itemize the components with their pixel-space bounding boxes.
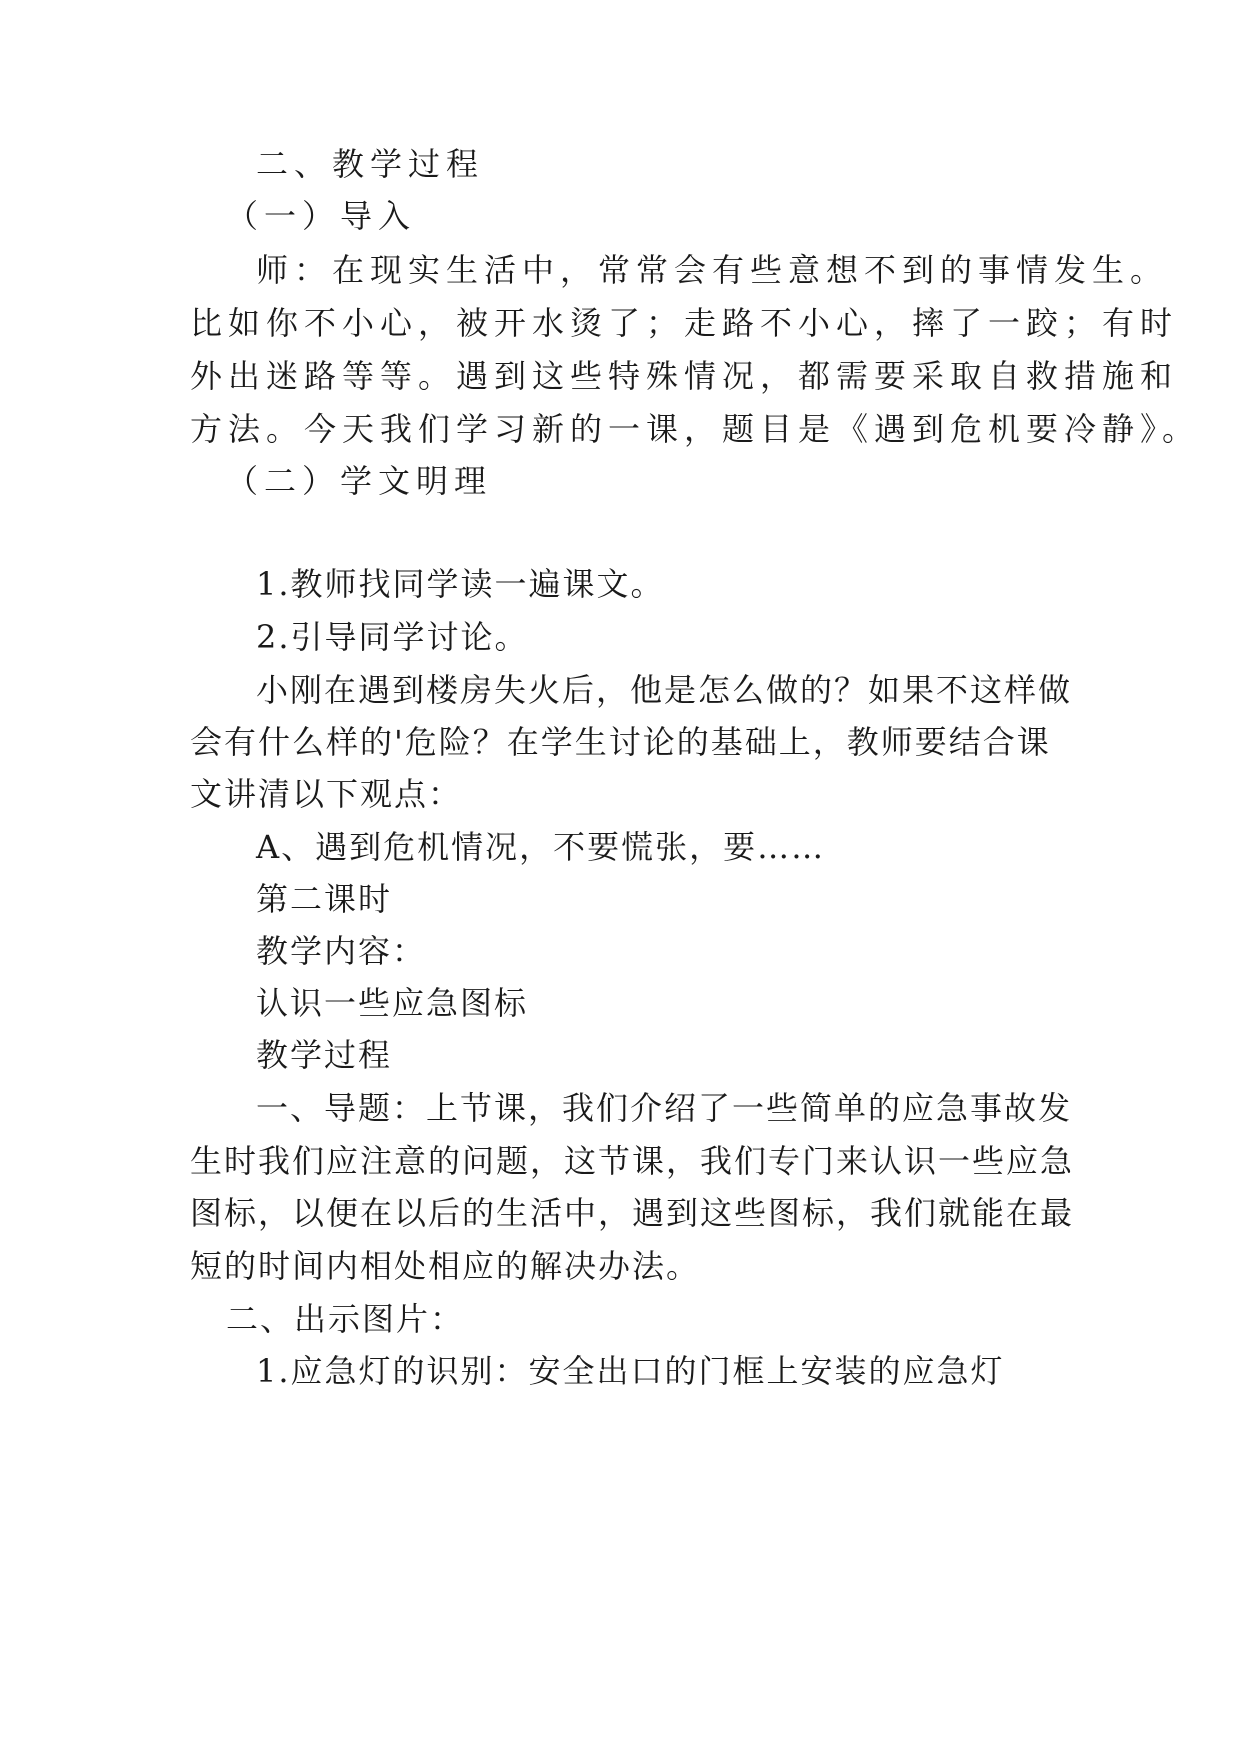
- paragraph-line: 生时我们应注意的问题，这节课，我们专门来认识一些应急: [190, 1142, 1075, 1180]
- paragraph-line: 会有什么样的'危险？在学生讨论的基础上，教师要结合课: [190, 723, 1051, 761]
- list-item: 1.教师找同学读一遍课文。: [256, 565, 665, 603]
- paragraph-line: A、遇到危机情况，不要慌张，要……: [256, 828, 826, 866]
- paragraph-line: 一、导题：上节课，我们介绍了一些简单的应急事故发: [256, 1089, 1073, 1127]
- section-heading-show-pictures: 二、出示图片：: [226, 1300, 465, 1338]
- section-heading-second-lesson: 第二课时: [256, 880, 393, 918]
- subheading-introduction: （一）导入: [226, 197, 417, 235]
- paragraph-line: 文讲清以下观点：: [190, 775, 463, 813]
- list-item: 1.应急灯的识别：安全出口的门框上安装的应急灯: [256, 1352, 1005, 1390]
- paragraph-line: 短的时间内相处相应的解决办法。: [190, 1247, 701, 1285]
- subheading-study-text: （二）学文明理: [226, 462, 493, 500]
- paragraph-line: 方法。今天我们学习新的一课，题目是《遇到危机要冷静》。: [190, 410, 1201, 448]
- paragraph-line: 图标，以便在以后的生活中，遇到这些图标，我们就能在最: [190, 1194, 1075, 1232]
- paragraph-line: 比如你不小心，被开水烫了；走路不小心，摔了一跤；有时: [190, 304, 1179, 342]
- paragraph-line: 师：在现实生活中，常常会有些意想不到的事情发生。: [256, 251, 1169, 289]
- paragraph-line: 外出迷路等等。遇到这些特殊情况，都需要采取自救措施和: [190, 357, 1179, 395]
- list-item: 2.引导同学讨论。: [256, 618, 529, 656]
- section-heading-teaching-process: 二、教学过程: [256, 145, 485, 183]
- label-teaching-content: 教学内容：: [256, 932, 427, 970]
- paragraph-line: 认识一些应急图标: [256, 984, 529, 1022]
- label-teaching-process: 教学过程: [256, 1036, 393, 1074]
- paragraph-line: 小刚在遇到楼房失火后，他是怎么做的？如果不这样做: [256, 671, 1073, 709]
